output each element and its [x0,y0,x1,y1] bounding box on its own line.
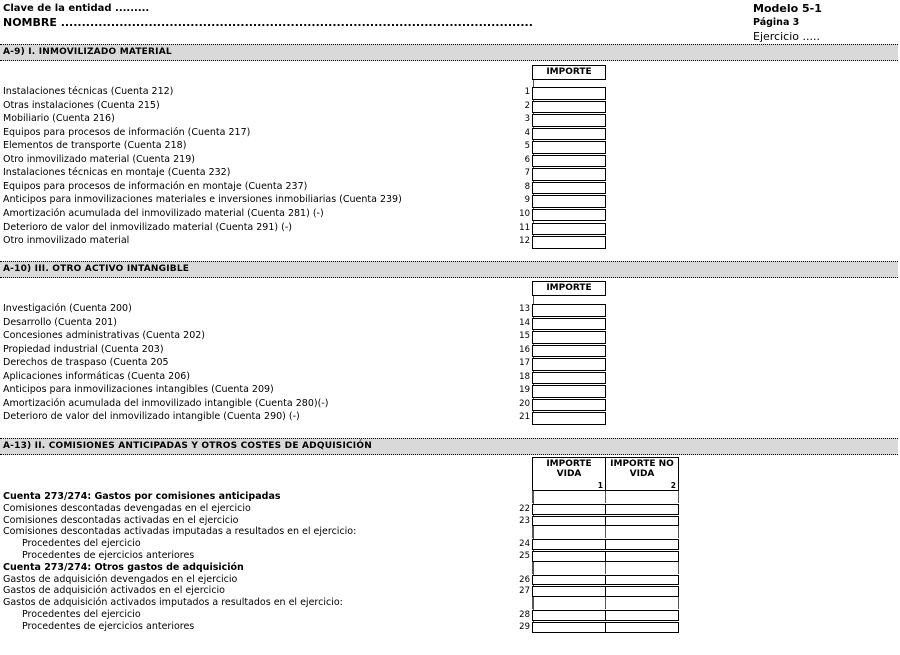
amount-cell-25-1[interactable] [532,551,606,562]
fiscal-year-label: Ejercicio ..... [753,30,820,43]
row-number: 22 [519,503,530,514]
row-label: Gastos de adquisición activados imputados a resultados en el ejercicio: [3,597,343,609]
row-number: 23 [519,515,530,526]
column-header-1 [532,457,606,491]
section-header-3 [0,438,898,455]
row-number: 8 [524,181,530,192]
amount-cell-22-2[interactable] [605,504,679,515]
amount-cell-18-1[interactable] [532,372,606,385]
cell-border [532,491,533,503]
column-number: 2 [670,481,676,490]
cell-border [678,491,679,503]
row-label: Procedentes del ejercicio [22,609,141,620]
amount-cell-17-1[interactable] [532,358,606,371]
amount-cell-13-1[interactable] [532,304,606,317]
amount-cell-26-2[interactable] [605,575,679,586]
section-title: A-9) I. INMOVILIZADO MATERIAL [3,47,172,57]
amount-cell-7-1[interactable] [532,168,606,181]
column-header-line1: IMPORTE [546,459,592,469]
amount-cell-29-1[interactable] [532,622,606,633]
row-label: Amortización acumulada del inmovilizado intangible (Cuenta 280)(-) [3,397,329,409]
row-number: 17 [519,358,530,369]
column-header-line1: IMPORTE NO [610,459,674,469]
amount-cell-22-1[interactable] [532,504,606,515]
row-number: 26 [519,574,530,585]
amount-cell-9-1[interactable] [532,195,606,208]
row-number: 3 [524,114,530,125]
page-label: Página 3 [753,17,800,28]
row-label: Deterioro de valor del inmovilizado material (Cuenta 291) (-) [3,221,292,233]
row-label: Anticipos para inmovilizaciones materiales e inversiones inmobiliarias (Cuenta 239) [3,194,402,206]
row-label: Propiedad industrial (Cuenta 203) [3,343,164,355]
row-number: 25 [519,551,530,561]
cell-border [605,491,606,503]
section-title: A-10) III. OTRO ACTIVO INTANGIBLE [3,264,190,274]
amount-cell-6-1[interactable] [532,155,606,168]
row-label: Otro inmovilizado material (Cuenta 219) [3,153,195,165]
section-header-1 [0,44,898,61]
entity-key: Clave de la entidad ......... [3,3,150,14]
row-label: Instalaciones técnicas (Cuenta 212) [3,86,174,97]
row-number: 2 [524,100,530,111]
row-label: Comisiones descontadas activadas en el ejercicio [3,514,239,526]
row-label: Mobiliario (Cuenta 216) [3,113,115,125]
row-number: 16 [519,344,530,355]
row-label: Otras instalaciones (Cuenta 215) [3,99,160,111]
amount-cell-23-2[interactable] [605,516,679,527]
cell-border [605,562,606,574]
row-label: Cuenta 273/274: Otros gastos de adquisición [3,561,244,573]
column-header-1 [532,65,606,80]
row-number: 18 [519,371,530,382]
row-number: 21 [519,412,530,423]
column-header-1 [532,281,606,296]
amount-cell-15-1[interactable] [532,331,606,344]
row-label: Procedentes de ejercicios anteriores [22,620,195,632]
row-label: Elementos de transporte (Cuenta 218) [3,140,187,152]
column-number: 1 [597,481,603,490]
column-header-label: IMPORTE [546,283,592,293]
column-header-line2: VIDA [556,469,582,479]
row-label: Cuenta 273/274: Gastos por comisiones anticipadas [3,491,281,502]
section-header-2 [0,261,898,278]
row-number: 4 [524,127,530,138]
amount-cell-20-1[interactable] [532,399,606,412]
amount-cell-29-2[interactable] [605,622,679,633]
row-number: 10 [519,208,530,219]
row-number: 29 [519,621,530,632]
row-label: Amortización acumulada del inmovilizado material (Cuenta 281) (-) [3,207,324,219]
row-number: 11 [519,222,530,233]
row-number: 7 [524,168,530,179]
row-label: Investigación (Cuenta 200) [3,303,132,314]
amount-cell-19-1[interactable] [532,385,606,398]
row-number: 28 [519,610,530,620]
amount-cell-3-1[interactable] [532,114,606,127]
row-number: 20 [519,398,530,409]
column-header-label: IMPORTE [546,67,592,77]
row-label: Deterioro de valor del inmovilizado intangible (Cuenta 290) (-) [3,411,300,423]
row-label: Procedentes del ejercicio [22,538,141,550]
row-number: 9 [524,195,530,206]
cell-border [678,562,679,574]
amount-cell-8-1[interactable] [532,182,606,195]
cell-border [532,526,533,538]
column-header-line2: VIDA [629,469,655,479]
row-label: Derechos de traspaso (Cuenta 205 [3,357,169,369]
row-number: 12 [519,236,530,247]
row-label: Instalaciones técnicas en montaje (Cuenta 232) [3,167,231,179]
row-number: 27 [519,586,530,597]
amount-cell-27-2[interactable] [605,586,679,597]
amount-cell-28-1[interactable] [532,610,606,621]
entity-name: NOMBRE ................................................................................................................. [3,16,533,29]
amount-cell-24-1[interactable] [532,539,606,550]
cell-border [532,597,533,609]
row-number: 6 [524,154,530,165]
row-number: 14 [519,317,530,328]
row-label: Equipos para procesos de información (Cuenta 217) [3,126,251,138]
amount-cell-21-1[interactable] [532,412,606,425]
cell-border [678,597,679,609]
amount-cell-24-2[interactable] [605,539,679,550]
row-label: Otro inmovilizado material [3,235,130,247]
row-label: Comisiones descontadas devengadas en el ejercicio [3,502,251,514]
row-number: 19 [519,385,530,396]
row-label: Concesiones administrativas (Cuenta 202) [3,330,205,342]
cell-border [678,526,679,538]
amount-cell-23-1[interactable] [532,516,606,527]
row-number: 5 [524,141,530,152]
amount-cell-11-1[interactable] [532,223,606,236]
amount-cell-25-2[interactable] [605,551,679,562]
section-title: A-13) II. COMISIONES ANTICIPADAS Y OTROS COSTES DE ADQUISICIÓN [3,441,372,451]
row-label: Gastos de adquisición devengados en el ejercicio [3,573,238,585]
row-label: Procedentes de ejercicios anteriores [22,550,195,561]
amount-cell-5-1[interactable] [532,141,606,154]
amount-cell-27-1[interactable] [532,586,606,597]
cell-border [605,526,606,538]
amount-cell-28-2[interactable] [605,610,679,621]
row-number: 15 [519,331,530,342]
row-label: Comisiones descontadas activadas imputadas a resultados en el ejercicio: [3,526,357,538]
row-label: Desarrollo (Cuenta 201) [3,316,117,328]
cell-border [605,597,606,609]
row-number: 24 [519,539,530,550]
model-label: Modelo 5-1 [753,2,822,15]
row-label: Equipos para procesos de información en montaje (Cuenta 237) [3,180,308,192]
amount-cell-4-1[interactable] [532,128,606,141]
row-label: Anticipos para inmovilizaciones intangibles (Cuenta 209) [3,384,274,396]
row-label: Aplicaciones informáticas (Cuenta 206) [3,370,191,382]
amount-cell-14-1[interactable] [532,318,606,331]
row-label: Gastos de adquisición activados en el ejercicio [3,585,225,597]
amount-cell-26-1[interactable] [532,575,606,586]
row-number: 1 [524,87,530,97]
column-header-2 [605,457,679,491]
amount-cell-12-1[interactable] [532,236,606,249]
amount-cell-2-1[interactable] [532,101,606,114]
amount-cell-16-1[interactable] [532,345,606,358]
cell-border [532,562,533,574]
amount-cell-10-1[interactable] [532,209,606,222]
amount-cell-1-1[interactable] [532,87,606,100]
row-number: 13 [519,304,530,314]
